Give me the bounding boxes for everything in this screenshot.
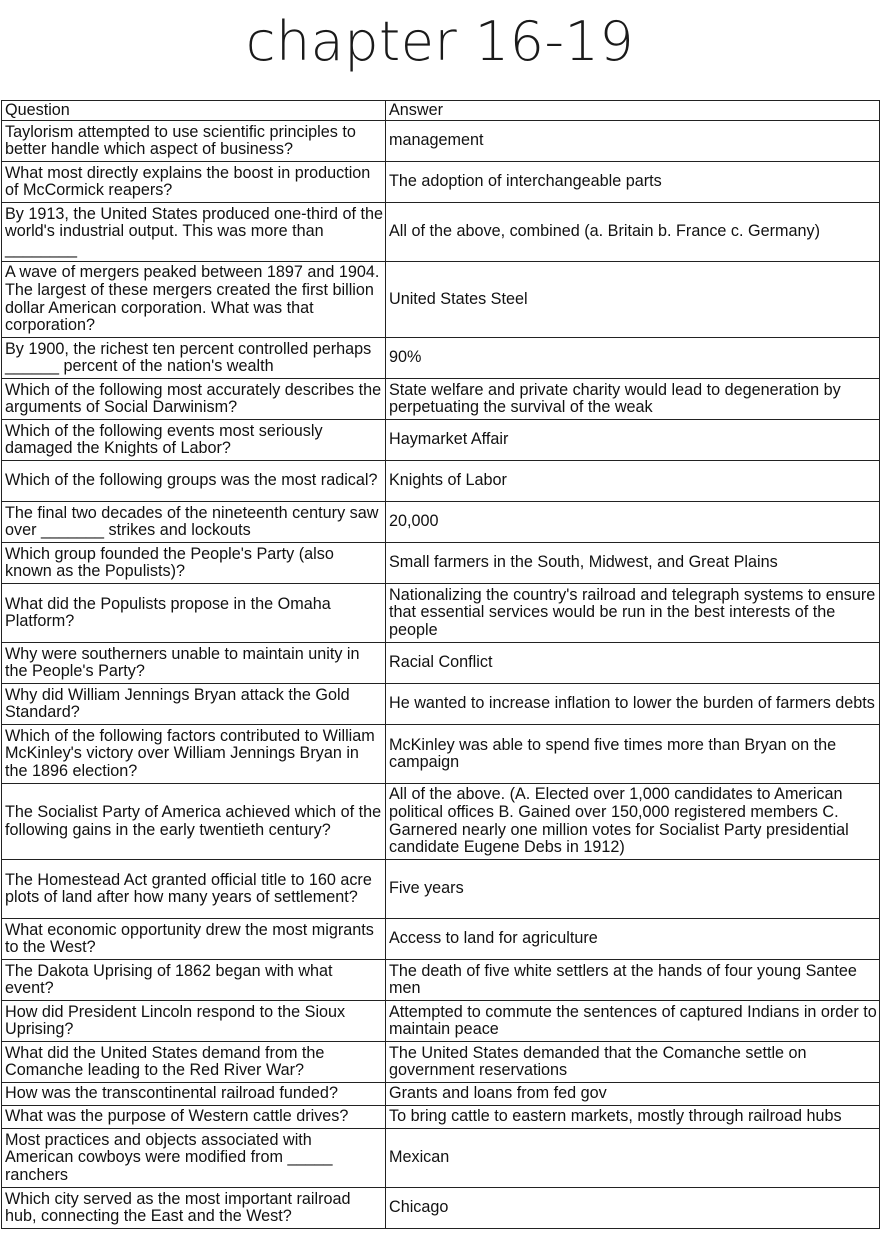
table-row (2, 1187, 880, 1228)
table-row (2, 1082, 880, 1105)
table-row (2, 419, 880, 460)
answer-cell: Nationalizing the country's railroad and telegraph systems to ensure that essential services would be run in the best interests of the people (386, 583, 880, 642)
answer-cell: Five years (386, 859, 880, 918)
answer-cell: The death of five white settlers at the hands of four young Santee men (386, 959, 880, 1000)
answer-cell: Small farmers in the South, Midwest, and Great Plains (386, 542, 880, 583)
question-cell: The Dakota Uprising of 1862 began with what event? (2, 959, 386, 1000)
question-cell: Which of the following factors contributed to William McKinley's victory over William Jennings Bryan in the 1896 election? (2, 724, 386, 783)
answer-cell: Attempted to commute the sentences of captured Indians in order to maintain peace (386, 1000, 880, 1041)
table-row (2, 337, 880, 378)
answer-cell: The United States demanded that the Comanche settle on government reservations (386, 1041, 880, 1082)
answer-cell: He wanted to increase inflation to lower the burden of farmers debts (386, 683, 880, 724)
answer-cell: Haymarket Affair (386, 419, 880, 460)
question-cell: Which group founded the People's Party (also known as the Populists)? (2, 542, 386, 583)
answer-cell: Grants and loans from fed gov (386, 1082, 880, 1105)
table-row (2, 460, 880, 501)
answer-cell: 20,000 (386, 501, 880, 542)
question-cell: What did the Populists propose in the Omaha Platform? (2, 583, 386, 642)
answer-cell: McKinley was able to spend five times more than Bryan on the campaign (386, 724, 880, 783)
table-row (2, 120, 880, 161)
table-row (2, 959, 880, 1000)
question-cell: What did the United States demand from the Comanche leading to the Red River War? (2, 1041, 386, 1082)
qa-table (1, 100, 880, 1229)
question-cell: Most practices and objects associated with American cowboys were modified from _____ ranchers (2, 1128, 386, 1187)
table-row (2, 161, 880, 202)
column-header-answer: Answer (386, 101, 880, 121)
answer-cell: Chicago (386, 1187, 880, 1228)
table-body (2, 120, 880, 1228)
table-row (2, 542, 880, 583)
question-cell: Which of the following groups was the most radical? (2, 460, 386, 501)
question-cell: How was the transcontinental railroad funded? (2, 1082, 386, 1105)
table-row (2, 1000, 880, 1041)
table-row (2, 501, 880, 542)
question-cell: By 1913, the United States produced one-third of the world's industrial output. This was more than ________ (2, 202, 386, 261)
question-cell: How did President Lincoln respond to the Sioux Uprising? (2, 1000, 386, 1041)
table-row (2, 261, 880, 337)
answer-cell: To bring cattle to eastern markets, mostly through railroad hubs (386, 1105, 880, 1128)
column-header-question: Question (2, 101, 386, 121)
table-row (2, 683, 880, 724)
table-row (2, 859, 880, 918)
table-header-row (2, 101, 880, 121)
question-cell: Which of the following events most seriously damaged the Knights of Labor? (2, 419, 386, 460)
question-cell: The Socialist Party of America achieved which of the following gains in the early twentieth century? (2, 783, 386, 859)
table-row (2, 1128, 880, 1187)
answer-cell: Access to land for agriculture (386, 918, 880, 959)
answer-cell: Mexican (386, 1128, 880, 1187)
answer-cell: All of the above. (A. Elected over 1,000 candidates to American political offices B. Gained over 150,000 registered members C. Garnered nearly one million votes for Socialist Party presidential candidate Eugene Debs in 1912) (386, 783, 880, 859)
table-row (2, 724, 880, 783)
table-row (2, 918, 880, 959)
answer-cell: management (386, 120, 880, 161)
answer-cell: All of the above, combined (a. Britain b. France c. Germany) (386, 202, 880, 261)
answer-cell: Knights of Labor (386, 460, 880, 501)
table-row (2, 642, 880, 683)
question-cell: Why did William Jennings Bryan attack the Gold Standard? (2, 683, 386, 724)
table-row (2, 1105, 880, 1128)
answer-cell: State welfare and private charity would lead to degeneration by perpetuating the survival of the weak (386, 378, 880, 419)
question-cell: The final two decades of the nineteenth century saw over _______ strikes and lockouts (2, 501, 386, 542)
table-row (2, 1041, 880, 1082)
answer-cell: The adoption of interchangeable parts (386, 161, 880, 202)
question-cell: Which city served as the most important railroad hub, connecting the East and the West? (2, 1187, 386, 1228)
question-cell: Which of the following most accurately describes the arguments of Social Darwinism? (2, 378, 386, 419)
table-row (2, 378, 880, 419)
question-cell: What was the purpose of Western cattle drives? (2, 1105, 386, 1128)
question-cell: A wave of mergers peaked between 1897 and 1904. The largest of these mergers created the first billion dollar American corporation. What was that corporation? (2, 261, 386, 337)
table-row (2, 583, 880, 642)
table-row (2, 202, 880, 261)
question-cell: The Homestead Act granted official title to 160 acre plots of land after how many years of settlement? (2, 859, 386, 918)
question-cell: Taylorism attempted to use scientific principles to better handle which aspect of business? (2, 120, 386, 161)
table-row (2, 783, 880, 859)
answer-cell: 90% (386, 337, 880, 378)
question-cell: Why were southerners unable to maintain unity in the People's Party? (2, 642, 386, 683)
question-cell: What economic opportunity drew the most migrants to the West? (2, 918, 386, 959)
question-cell: By 1900, the richest ten percent controlled perhaps ______ percent of the nation's wealth (2, 337, 386, 378)
answer-cell: Racial Conflict (386, 642, 880, 683)
page-title: chapter 16-19 (245, 10, 635, 73)
question-cell: What most directly explains the boost in production of McCormick reapers? (2, 161, 386, 202)
answer-cell: United States Steel (386, 261, 880, 337)
